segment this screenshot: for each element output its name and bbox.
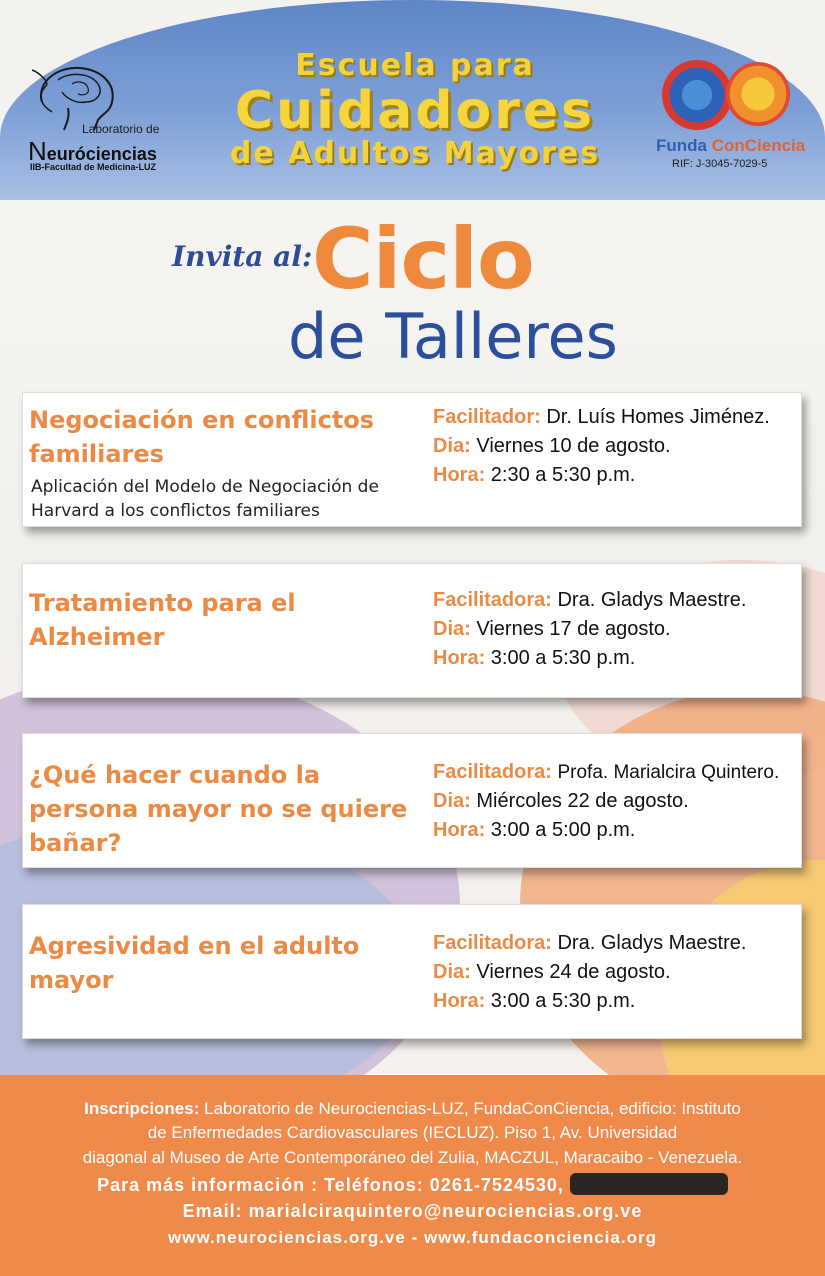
school-title: [205, 48, 625, 169]
facilitator-value: Dr. Luís Homes Jiménez.: [546, 406, 770, 428]
logo-lab-line: Laboratorio de: [82, 122, 160, 136]
title-line-2: Cuidadores: [234, 81, 596, 141]
day-label: Dia:: [433, 435, 471, 457]
hour-label: Hora:: [433, 819, 486, 841]
workshop-card: [22, 904, 802, 1039]
workshop-info: [433, 929, 746, 1016]
fundaconciencia-name: [656, 136, 805, 156]
hour-line: [433, 461, 770, 490]
facilitator-line: [433, 929, 746, 958]
day-label: Dia:: [433, 618, 471, 640]
workshop-title: ¿Qué hacer cuando la persona mayor no se quiere bañar?: [29, 761, 408, 857]
invita-text: Invita al:: [172, 240, 313, 273]
footer-email: Email: marialciraquintero@neurociencias.org.ve: [182, 1201, 643, 1221]
fc-name-part1: Funda: [656, 136, 712, 155]
footer: [0, 1075, 825, 1276]
facilitator-value: Dra. Gladys Maestre.: [557, 589, 747, 611]
day-line: [433, 787, 779, 816]
day-value: Viernes 17 de agosto.: [476, 618, 671, 640]
hour-value: 3:00 a 5:30 p.m.: [490, 647, 636, 669]
blue-circle-icon: [662, 60, 732, 130]
footer-address-line-3: diagonal al Museo de Arte Contemporáneo del Zulia, MACZUL, Maracaibo - Venezuela.: [82, 1148, 743, 1167]
fc-name-part2: ConCiencia: [711, 136, 806, 155]
hour-label: Hora:: [433, 464, 486, 486]
facilitator-label: Facilitadora:: [433, 932, 552, 954]
workshop-title: Agresividad en el adulto mayor: [29, 932, 360, 994]
workshop-card: [22, 392, 802, 527]
ciclo-heading: Ciclo: [312, 210, 534, 308]
workshop-description: Aplicación del Modelo de Negociación de Harvard a los conflictos familiares: [31, 477, 379, 521]
facilitator-value: Profa. Marialcira Quintero.: [557, 762, 780, 783]
hour-line: [433, 816, 779, 845]
talleres-heading: de Talleres: [288, 300, 618, 373]
workshop-info: [433, 758, 779, 845]
orange-circle-icon: [726, 62, 790, 126]
day-line: [433, 615, 746, 644]
day-label: Dia:: [433, 961, 471, 983]
hour-label: Hora:: [433, 990, 486, 1012]
hour-line: [433, 644, 746, 673]
day-line: [433, 958, 746, 987]
day-value: Viernes 24 de agosto.: [476, 961, 671, 983]
workshop-title: Negociación en conflictos familiares: [29, 406, 375, 468]
workshop-info: [433, 403, 770, 490]
facilitator-line: [433, 403, 770, 432]
fc-rif: RIF: J-3045-7029-5: [672, 158, 768, 170]
footer-address-1: Laboratorio de Neurociencias-LUZ, FundaConCiencia, edificio: Instituto: [204, 1099, 741, 1118]
facilitator-line: [433, 586, 746, 615]
hour-value: 2:30 a 5:30 p.m.: [490, 464, 636, 486]
hour-line: [433, 987, 746, 1016]
logo-neuro-rest: euróciencias: [46, 144, 157, 164]
footer-address-line-2: de Enfermedades Cardiovasculares (IECLUZ). Piso 1, Av. Universidad: [147, 1123, 678, 1142]
day-value: Viernes 10 de agosto.: [476, 435, 671, 457]
facilitator-line: [433, 758, 779, 787]
workshop-card: [22, 563, 802, 698]
title-line-3: de Adultos Mayores: [229, 136, 601, 171]
facilitator-label: Facilitadora:: [433, 761, 552, 783]
hour-value: 3:00 a 5:00 p.m.: [490, 819, 636, 841]
footer-websites: www.neurociencias.org.ve - www.fundaconciencia.org: [168, 1228, 657, 1247]
footer-address-line-1: [0, 1099, 825, 1119]
hour-value: 3:00 a 5:30 p.m.: [490, 990, 636, 1012]
logo-faculty: IIB-Facultad de Medicina-LUZ: [30, 162, 157, 172]
neurociencias-logo: [22, 62, 202, 172]
day-value: Miércoles 22 de agosto.: [476, 790, 689, 812]
footer-phones-line: [0, 1173, 825, 1196]
workshop-title: Tratamiento para el Alzheimer: [29, 589, 296, 651]
facilitator-value: Dra. Gladys Maestre.: [557, 932, 747, 954]
inscripciones-label: Inscripciones:: [84, 1099, 200, 1118]
fundaconciencia-logo: [650, 58, 810, 178]
redacted-phone: [570, 1173, 728, 1195]
footer-phones: Para más información : Teléfonos: 0261-7524530,: [97, 1175, 564, 1195]
title-line-1: Escuela para: [295, 48, 535, 83]
day-line: [433, 432, 770, 461]
facilitator-label: Facilitadora:: [433, 589, 552, 611]
day-label: Dia:: [433, 790, 471, 812]
workshop-info: [433, 586, 746, 673]
hour-label: Hora:: [433, 647, 486, 669]
facilitator-label: Facilitador:: [433, 406, 541, 428]
logo-n-letter: N: [28, 136, 47, 166]
workshop-card: [22, 733, 802, 868]
